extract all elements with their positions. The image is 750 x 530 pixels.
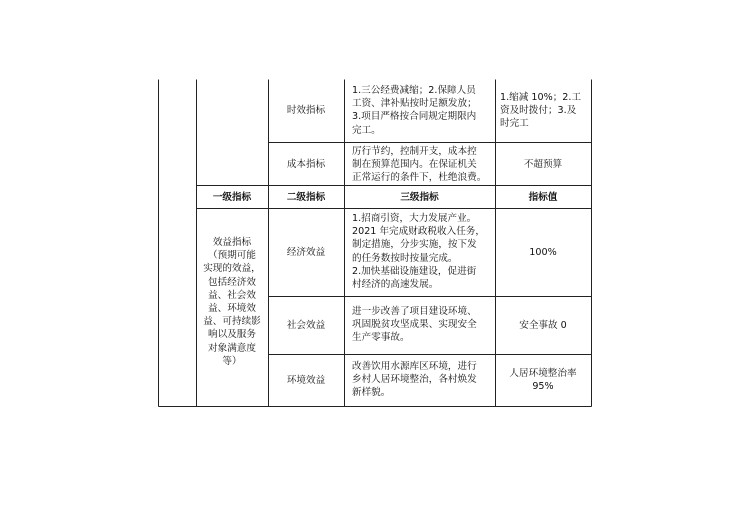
value-economic: 100% — [529, 247, 557, 258]
level2-economic: 经济效益 — [286, 247, 326, 258]
value-social: 安全事故 0 — [519, 320, 567, 331]
level3-timeliness: 1.三公经费减缩；2.保障人员 工资、津补贴按时足额发放； 3.项目严格按合同规定期限内 完工。 — [352, 85, 477, 136]
header-level3: 三级指标 — [400, 192, 439, 203]
header-level2: 二级指标 — [286, 192, 326, 203]
level3-environment: 改善饮用水源库区环境，进行 乡村人居环境整治，各村焕发 新样貌。 — [352, 361, 477, 399]
level3-social: 进一步改善了项目建设环境、 巩固脱贫攻坚成果、实现安全 生产零事故。 — [352, 306, 477, 344]
header-level1: 一级指标 — [212, 192, 252, 203]
value-cost: 不超预算 — [523, 159, 563, 170]
level2-cost: 成本指标 — [286, 159, 326, 170]
level3-cost: 厉行节约，控制开支，成本控 制在预算范围内。在保证机关 正常运行的条件下，杜绝浪费。 — [352, 146, 487, 184]
level2-environment: 环境效益 — [286, 375, 326, 386]
level3-economic: 1.招商引资，大力发展产业。 2021 年完成财政税收入任务， 制定措施，分步实施，按下发 的任务数按时按量完成。 2.加快基础设施建设，促进街 村经济的高速发展。 — [352, 213, 485, 291]
header-value: 指标值 — [528, 192, 558, 203]
level2-social: 社会效益 — [286, 320, 326, 331]
level2-timeliness: 时效指标 — [286, 105, 326, 116]
level1-benefit: 效益指标 （预期可能 实现的效益， 包括经济效 益、社会效 益、环境效 益、可持续影 响以及服务 对象满意度 等） — [203, 237, 261, 367]
value-environment: 人居环境整治率 95% — [509, 368, 577, 393]
value-timeliness: 1.缩减 10%；2.工 资及时拨付；3.及 时完工 — [500, 92, 582, 130]
